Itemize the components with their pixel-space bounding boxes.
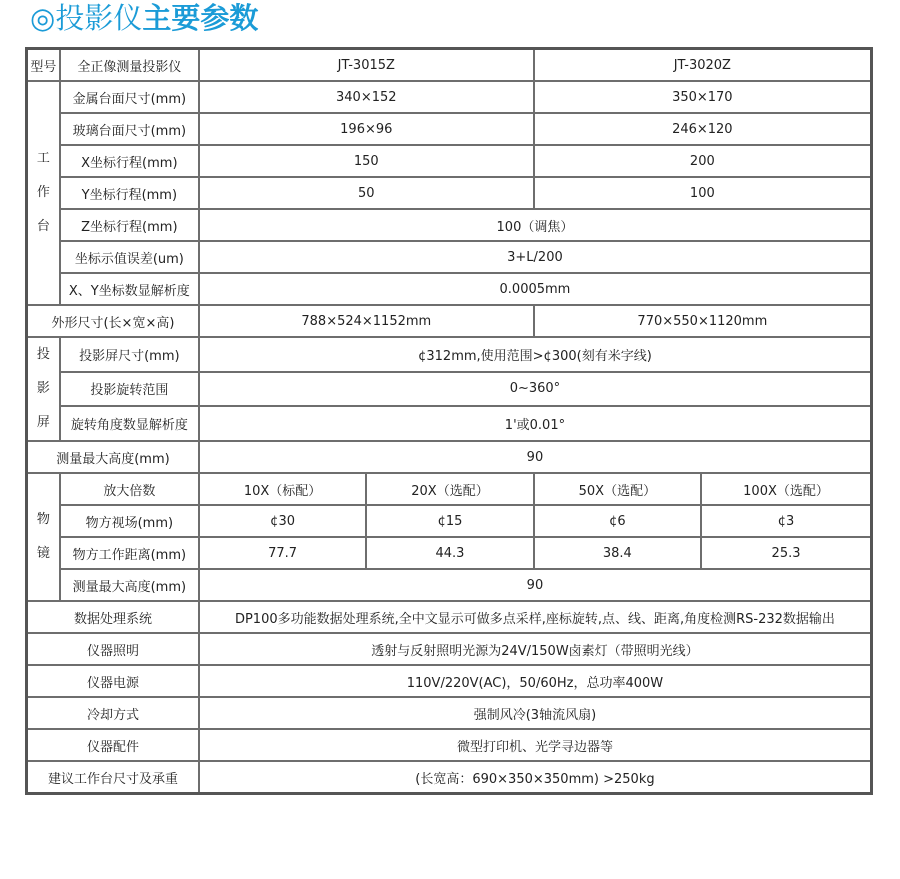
row-label: X坐标行程(mm) xyxy=(60,145,199,177)
value-cell: ¢3 xyxy=(701,505,871,537)
row-label: 物方工作距离(mm) xyxy=(60,537,199,569)
table-row xyxy=(27,633,872,665)
table-row xyxy=(27,697,872,729)
value-cell: 1'或0.01° xyxy=(199,406,872,441)
row-label: 放大倍数 xyxy=(60,473,199,505)
table-row xyxy=(27,729,872,761)
table-row xyxy=(27,49,872,82)
table-row xyxy=(27,113,872,145)
row-label: Y坐标行程(mm) xyxy=(60,177,199,209)
value-cell: 90 xyxy=(199,569,872,601)
table-row xyxy=(27,665,872,697)
row-label: 仪器电源 xyxy=(27,665,199,697)
model-label: 型号 xyxy=(27,49,60,82)
row-label: 测量最大高度(mm) xyxy=(60,569,199,601)
value-cell: 微型打印机、光学寻边器等 xyxy=(199,729,872,761)
value-cell: 770×550×1120mm xyxy=(534,305,872,337)
value-cell: 0.0005mm xyxy=(199,273,872,305)
value-cell: 强制风冷(3轴流风扇) xyxy=(199,697,872,729)
table-row xyxy=(27,273,872,305)
value-cell: 200 xyxy=(534,145,872,177)
table-row xyxy=(27,601,872,633)
row-label: Z坐标行程(mm) xyxy=(60,209,199,241)
value-cell: (长宽高：690×350×350mm) >250kg xyxy=(199,761,872,794)
product-name: 全正像测量投影仪 xyxy=(60,49,199,82)
value-cell: ¢15 xyxy=(366,505,533,537)
row-label: 外形尺寸(长×宽×高) xyxy=(27,305,199,337)
page-title xyxy=(30,0,258,37)
table-row xyxy=(27,305,872,337)
row-label: 数据处理系统 xyxy=(27,601,199,633)
model-cell: JT-3020Z xyxy=(534,49,872,82)
value-cell: 38.4 xyxy=(534,537,701,569)
value-cell: 50 xyxy=(199,177,534,209)
table-row xyxy=(27,761,872,794)
value-cell: 90 xyxy=(199,441,872,473)
group-worktable: 工 作 台 xyxy=(27,81,60,305)
row-label: 投影旋转范围 xyxy=(60,372,199,407)
value-cell: 44.3 xyxy=(366,537,533,569)
value-cell: DP100多功能数据处理系统,全中文显示可做多点采样,座标旋转,点、线、距离,角度检测RS-232数据输出 xyxy=(199,601,872,633)
row-label: 坐标示值误差(um) xyxy=(60,241,199,273)
value-cell: 100（调焦） xyxy=(199,209,872,241)
row-label: 投影屏尺寸(mm) xyxy=(60,337,199,372)
value-cell: 350×170 xyxy=(534,81,872,113)
table-row xyxy=(27,337,872,372)
row-label: 金属台面尺寸(mm) xyxy=(60,81,199,113)
table-row xyxy=(27,145,872,177)
row-label: 旋转角度数显解析度 xyxy=(60,406,199,441)
table-row xyxy=(27,569,872,601)
value-cell: 3+L/200 xyxy=(199,241,872,273)
value-cell: 110V/220V(AC)，50/60Hz，总功率400W xyxy=(199,665,872,697)
value-cell: 透射与反射照明光源为24V/150W卤素灯（带照明光线） xyxy=(199,633,872,665)
model-cell: JT-3015Z xyxy=(199,49,534,82)
value-cell: 10X（标配） xyxy=(199,473,366,505)
row-label: 建议工作台尺寸及承重 xyxy=(27,761,199,794)
value-cell: 20X（选配） xyxy=(366,473,533,505)
value-cell: 196×96 xyxy=(199,113,534,145)
double-circle-icon: ◎ xyxy=(30,1,56,35)
title-prefix: 投影仪 xyxy=(55,1,143,35)
row-label: 物方视场(mm) xyxy=(60,505,199,537)
table-row xyxy=(27,406,872,441)
group-screen: 投 影 屏 xyxy=(27,337,60,441)
value-cell: 0~360° xyxy=(199,372,872,407)
row-label: 冷却方式 xyxy=(27,697,199,729)
value-cell: 246×120 xyxy=(534,113,872,145)
table-row xyxy=(27,177,872,209)
value-cell: 25.3 xyxy=(701,537,871,569)
table-row xyxy=(27,209,872,241)
value-cell: ¢6 xyxy=(534,505,701,537)
table-row xyxy=(27,372,872,407)
spec-table xyxy=(25,47,873,795)
value-cell: 50X（选配） xyxy=(534,473,701,505)
row-label: 玻璃台面尺寸(mm) xyxy=(60,113,199,145)
group-objective: 物 镜 xyxy=(27,473,60,601)
row-label: 测量最大高度(mm) xyxy=(27,441,199,473)
value-cell: 100X（选配） xyxy=(701,473,871,505)
row-label: X、Y坐标数显解析度 xyxy=(60,273,199,305)
value-cell: 340×152 xyxy=(199,81,534,113)
table-row xyxy=(27,441,872,473)
value-cell: 100 xyxy=(534,177,872,209)
value-cell: 788×524×1152mm xyxy=(199,305,534,337)
table-row xyxy=(27,505,872,537)
value-cell: ¢30 xyxy=(199,505,366,537)
value-cell: 77.7 xyxy=(199,537,366,569)
value-cell: ¢312mm,使用范围>¢300(刻有米字线) xyxy=(199,337,872,372)
title-bold: 主要参数 xyxy=(142,1,259,35)
value-cell: 150 xyxy=(199,145,534,177)
table-row xyxy=(27,81,872,113)
table-row xyxy=(27,473,872,505)
table-row xyxy=(27,537,872,569)
row-label: 仪器照明 xyxy=(27,633,199,665)
row-label: 仪器配件 xyxy=(27,729,199,761)
table-row xyxy=(27,241,872,273)
